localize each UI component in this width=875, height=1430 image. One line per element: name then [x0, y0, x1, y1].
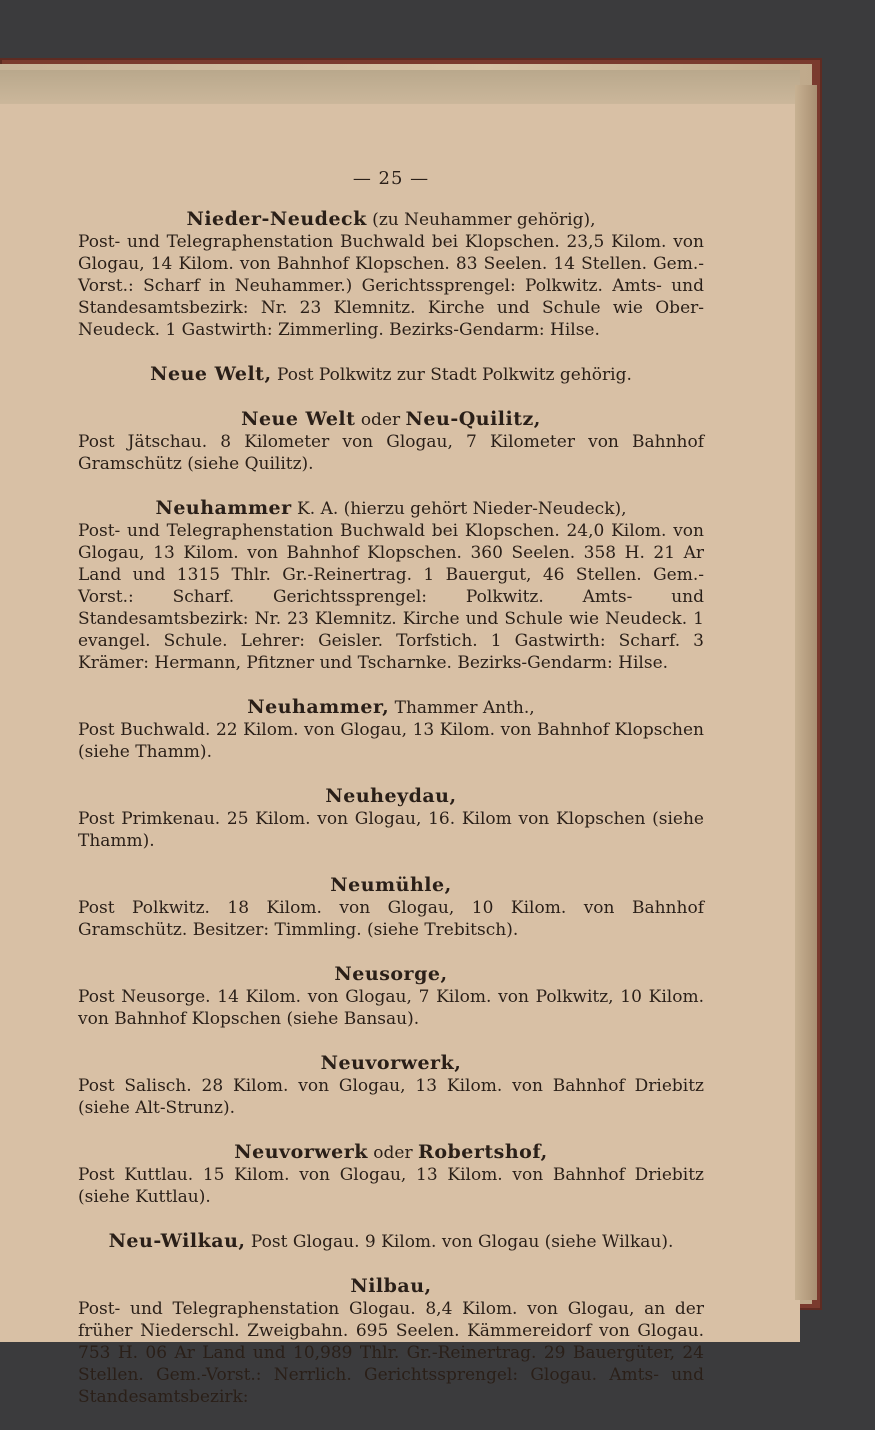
entry-headword: Neusorge, — [334, 963, 448, 985]
entry-head-connector: oder — [355, 410, 406, 430]
entry-headline — [78, 208, 704, 231]
entry-headline — [78, 874, 704, 897]
entry-body: Post- und Telegraphenstation Buchwald bei Klopschen. 23,5 Kilom. von Glogau, 14 Kilom. von Bahnhof Klopschen. 83 Seelen. 14 Stellen. Gem.-Vorst.: Scharf in Neuhammer.) Gerichtssprengel: Polkwitz. Amts- und Standesamtsbezirk: Nr. 23 Klemnitz. Kirche und Schule wie Ober-Neudeck. 1 Gastwirth: Zimmerling. Bezirks-Gendarm: Hilse. — [78, 232, 704, 340]
page-gutter — [795, 85, 817, 1300]
entry-headword-alt: Robertshof, — [418, 1141, 548, 1163]
entry-headword: Neue Welt, — [150, 363, 272, 385]
entry-body: Post Neusorge. 14 Kilom. von Glogau, 7 Kilom. von Polkwitz, 10 Kilom. von Bahnhof Klopschen (siehe Bansau). — [78, 987, 704, 1029]
entry-headline — [78, 1230, 704, 1253]
page-top-shadow — [0, 70, 800, 104]
entry-body: Post Primkenau. 25 Kilom. von Glogau, 16. Kilom von Klopschen (siehe Thamm). — [78, 809, 704, 851]
entry-neue-welt — [78, 363, 704, 386]
entry-nieder-neudeck — [78, 208, 704, 341]
entry-neuheydau — [78, 785, 704, 852]
entry-body: Post Kuttlau. 15 Kilom. von Glogau, 13 Kilom. von Bahnhof Driebitz (siehe Kuttlau). — [78, 1165, 704, 1207]
entry-headline — [78, 963, 704, 986]
entry-head-note: K. A. (hierzu gehört Nieder-Neudeck), — [291, 499, 627, 519]
entry-headword: Neuheydau, — [325, 785, 457, 807]
entry-neuvorwerk-robertshof — [78, 1141, 704, 1208]
entry-neuvorwerk — [78, 1052, 704, 1119]
page-text — [78, 168, 704, 1430]
entry-headline — [78, 1052, 704, 1075]
entry-body: Post Buchwald. 22 Kilom. von Glogau, 13 Kilom. von Bahnhof Klopschen (siehe Thamm). — [78, 720, 704, 762]
entry-headword: Neu-Wilkau, — [108, 1230, 246, 1252]
entry-headword: Neuhammer — [155, 497, 292, 519]
entry-headline — [78, 696, 704, 719]
entry-neu-wilkau — [78, 1230, 704, 1253]
entry-headline — [78, 408, 704, 431]
entry-nilbau — [78, 1275, 704, 1408]
entry-body: Post Polkwitz. 18 Kilom. von Glogau, 10 Kilom. von Bahnhof Gramschütz. Besitzer: Timmling. (siehe Trebitsch). — [78, 898, 704, 940]
entry-neuhammer-thammer — [78, 696, 704, 763]
entry-headword: Nieder-Neudeck — [186, 208, 367, 230]
entry-headline — [78, 497, 704, 520]
page-number: — 25 — — [352, 168, 430, 189]
entry-headword: Neuvorwerk — [234, 1141, 368, 1163]
entry-headword: Neuhammer, — [247, 696, 390, 718]
entry-body: Post- und Telegraphenstation Glogau. 8,4 Kilom. von Glogau, an der früher Niederschl. Zweigbahn. 695 Seelen. Kämmereidorf von Glogau. 753 H. 06 Ar Land und 10,989 Thlr. Gr.-Reinertrag. 29 Bauergüter, 24 Stellen. Gem.-Vorst.: Nerrlich. Gerichtssprengel: Glogau. Amts- und Standesamtsbezirk: — [78, 1299, 704, 1407]
entry-headline — [78, 785, 704, 808]
entry-neusorge — [78, 963, 704, 1030]
entry-head-note: (zu Neuhammer gehörig), — [366, 210, 596, 230]
entry-headword: Neue Welt — [241, 408, 356, 430]
entry-headword-alt: Neu-Quilitz, — [405, 408, 541, 430]
entry-body: Post Jätschau. 8 Kilometer von Glogau, 7 Kilometer von Bahnhof Gramschütz (siehe Quilitz). — [78, 432, 704, 474]
entry-head-connector: oder — [367, 1143, 419, 1163]
entry-headline — [78, 363, 704, 386]
entry-headword: Neumühle, — [330, 874, 452, 896]
entry-neuhammer-ka — [78, 497, 704, 674]
entry-headword: Nilbau, — [350, 1275, 432, 1297]
entry-head-note: Post Glogau. 9 Kilom. von Glogau (siehe Wilkau). — [245, 1232, 674, 1252]
entry-body: Post Salisch. 28 Kilom. von Glogau, 13 Kilom. von Bahnhof Driebitz (siehe Alt-Strunz). — [78, 1076, 704, 1118]
entry-body: Post- und Telegraphenstation Buchwald bei Klopschen. 24,0 Kilom. von Glogau, 13 Kilom. von Bahnhof Klopschen. 360 Seelen. 358 H. 21 Ar Land und 1315 Thlr. Gr.-Reinertrag. 1 Bauergut, 46 Stellen. Gem.-Vorst.: Scharf. Gerichtssprengel: Polkwitz. Amts- und Standesamtsbezirk: Nr. 23 Klemnitz. Kirche und Schule wie Neudeck. 1 evangel. Schule. Lehrer: Geisler. Torfstich. 1 Gastwirth: Scharf. 3 Krämer: Hermann, Pfitzner und Tscharnke. Bezirks-Gendarm: Hilse. — [78, 521, 704, 673]
entry-neue-welt-neu-quilitz — [78, 408, 704, 475]
entry-headline — [78, 1141, 704, 1164]
entry-headword: Neuvorwerk, — [320, 1052, 462, 1074]
entry-headline — [78, 1275, 704, 1298]
entry-head-note: Thammer Anth., — [389, 698, 535, 718]
entry-neumuehle — [78, 874, 704, 941]
entry-head-note: Post Polkwitz zur Stadt Polkwitz gehörig. — [271, 365, 632, 385]
